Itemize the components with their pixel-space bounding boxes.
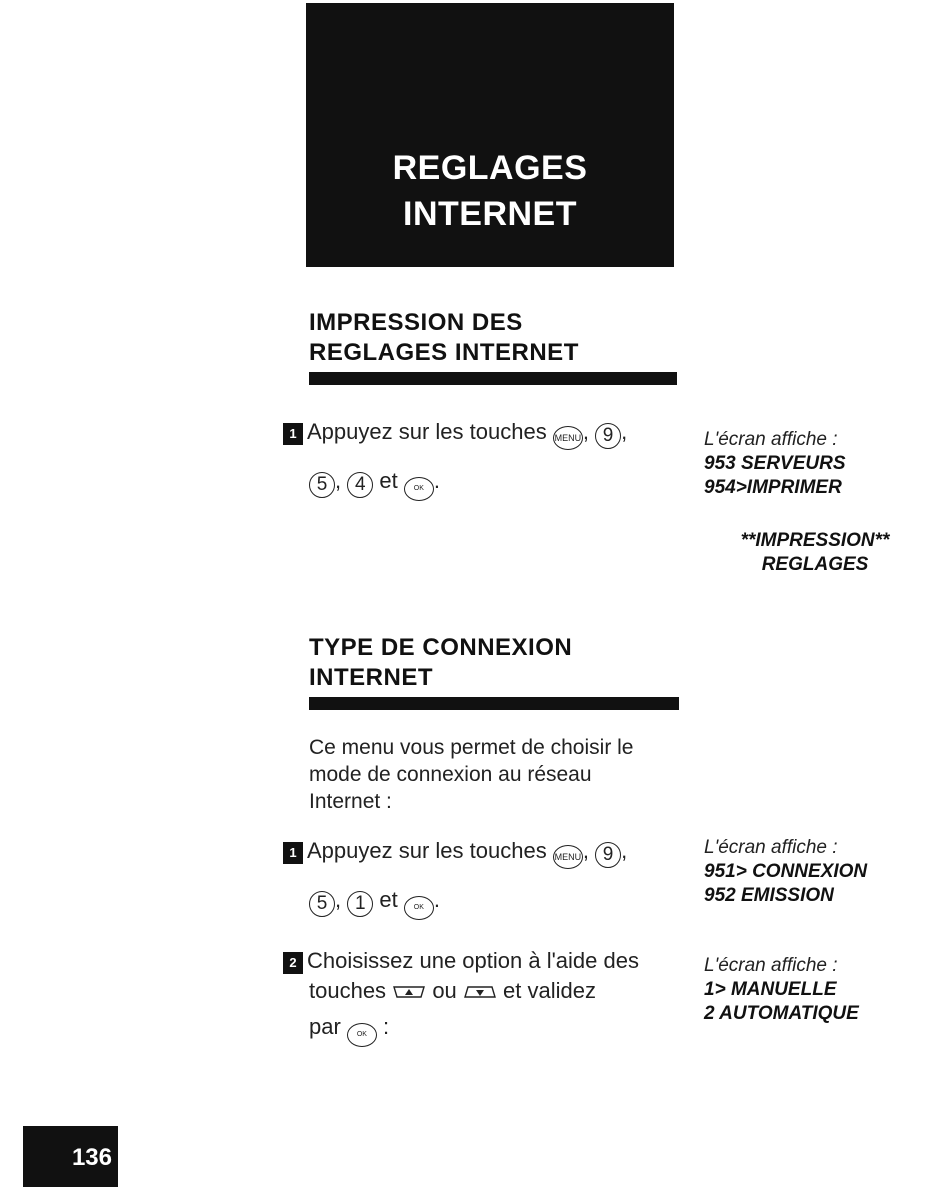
step-number-badge: 2 [283, 952, 303, 974]
screen-label: L'écran affiche : [704, 429, 838, 450]
section1-step1: 1 Appuyez sur les touches MENU, 9 , [283, 417, 683, 450]
section2-heading-line-1: TYPE DE CONNEXION [309, 634, 573, 661]
step-number-badge: 1 [283, 842, 303, 864]
screen-label: L'écran affiche : [704, 955, 838, 976]
section2-rule [309, 697, 679, 710]
section2-screen2 [704, 954, 859, 1026]
screen-line-2: 954>IMPRIMER [704, 477, 842, 498]
menu-key-icon: MENU [553, 426, 583, 450]
and-text: et [379, 887, 398, 912]
section2-step1: 1 Appuyez sur les touches MENU, 9 , [283, 836, 683, 869]
section2-intro [309, 734, 689, 815]
menu-key-icon: MENU [553, 845, 583, 869]
page-number: 136 [23, 1126, 118, 1187]
key-1-icon: 1 [347, 891, 373, 917]
section1-step1-line2: 5 , 4 et OK . [309, 466, 689, 501]
screen-line-1: 1> MANUELLE [704, 979, 837, 1000]
ok-key-icon: OK [404, 477, 434, 501]
screen-line-1: 953 SERVEURS [704, 453, 846, 474]
section1-screen-extra [730, 529, 900, 577]
and-text: et [379, 468, 398, 493]
title-line-1: REGLAGES [392, 149, 588, 187]
up-arrow-key-icon [392, 985, 426, 999]
section2-heading-line-2: INTERNET [309, 664, 433, 691]
end-text: . [433, 887, 440, 912]
or-text: ou [432, 978, 457, 1003]
step-text: Choisissez une option à l'aide des [307, 948, 639, 973]
screen-label: L'écran affiche : [704, 837, 838, 858]
screen-line-2: 2 AUTOMATIQUE [704, 1003, 859, 1024]
section2-step1-line2: 5 , 1 et OK . [309, 885, 689, 920]
screen-line-4: REGLAGES [761, 554, 869, 575]
section2-step2 [283, 946, 683, 976]
intro-line-3: Internet : [309, 790, 392, 813]
section1-screen [704, 428, 846, 500]
intro-line-1: Ce menu vous permet de choisir le [309, 736, 634, 759]
section1-heading-line-1: IMPRESSION DES [309, 309, 523, 336]
step-text: Appuyez sur les touches [307, 419, 547, 444]
ok-key-icon: OK [404, 896, 434, 920]
section1-rule [309, 372, 677, 385]
section2-step2-line3 [309, 1012, 509, 1047]
key-4-icon: 4 [347, 472, 373, 498]
key-9-icon: 9 [595, 842, 621, 868]
key-9-icon: 9 [595, 423, 621, 449]
screen-line-1: 951> CONNEXION [704, 861, 868, 882]
step-text: Appuyez sur les touches [307, 838, 547, 863]
key-5-icon: 5 [309, 891, 335, 917]
section1-heading-line-2: REGLAGES INTERNET [309, 339, 579, 366]
down-arrow-key-icon [463, 985, 497, 999]
section2-heading [309, 633, 572, 693]
screen-line-3: **IMPRESSION** [740, 530, 890, 551]
step-text: touches [309, 978, 387, 1003]
title-line-2: INTERNET [403, 195, 577, 233]
key-5-icon: 5 [309, 472, 335, 498]
section1-heading [309, 308, 579, 368]
step-text: par [309, 1014, 341, 1039]
section2-step2-line2 [309, 976, 709, 1006]
step-number-badge: 1 [283, 423, 303, 445]
step-text: et validez [503, 978, 596, 1003]
intro-line-2: mode de connexion au réseau [309, 763, 592, 786]
ok-key-icon: OK [347, 1023, 377, 1047]
section2-screen1 [704, 836, 867, 908]
end-text: : [383, 1014, 390, 1039]
screen-line-2: 952 EMISSION [704, 885, 834, 906]
end-text: . [433, 468, 440, 493]
title-block [306, 3, 674, 267]
